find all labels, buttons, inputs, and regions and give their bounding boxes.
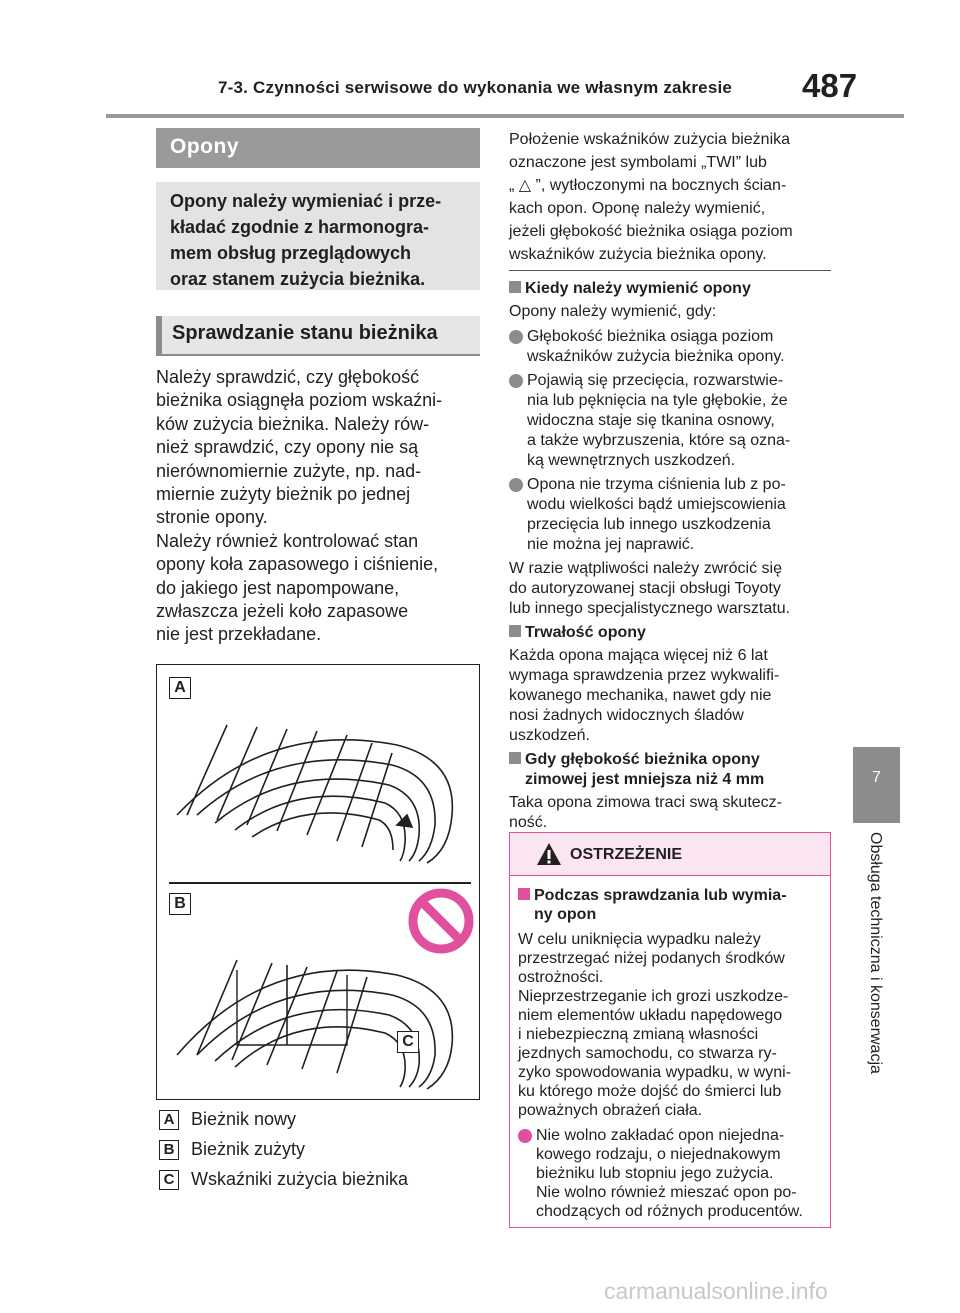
legend-text: Wskaźniki zużycia bieżnika	[191, 1169, 409, 1189]
legend-key: B	[159, 1140, 179, 1160]
subsection-heading: Sprawdzanie stanu bieżnika	[156, 316, 480, 356]
chapter-title: Obsługa techniczna i konserwacja	[867, 832, 884, 1074]
doubt-text: W razie wątpliwości należy zwrócić się do autoryzowanej stacji obsługi Toyoty lub innego specjalistycznego warsztatu.	[509, 560, 791, 617]
section-header: 7-3. Czynności serwisowe do wykonania we własnym zakresie	[218, 78, 733, 97]
warning-box	[509, 832, 831, 1228]
warning-header	[510, 833, 830, 876]
text-line: stronie opony.	[156, 507, 268, 528]
figure-label-b: B	[169, 893, 191, 915]
intro-line: kładać zgodnie z harmonogra-	[170, 217, 430, 237]
figure-label-a: A	[169, 677, 191, 699]
intro-line: Opony należy wymieniać i prze-	[170, 191, 442, 211]
bullet-icon	[509, 374, 523, 388]
legend-text: Bieżnik nowy	[191, 1109, 297, 1129]
text-line: kach opon. Oponę należy wymienić,	[509, 200, 766, 217]
warning-body	[510, 876, 830, 1221]
new-tire-drawing	[177, 725, 452, 863]
warning-text: W celu uniknięcia wypadku należy przestrzegać niżej podanych środków ostrożności. Nieprzestrzeganie ich grozi uszkodze- niem elementów układu napędowego i niebezpieczną zmianą własności jezdnych samochodu, co stwarza ry- zyko spowodowania wypadku, w wyni- ku którego może dojść do śmierci lub poważnych obrażeń ciała.	[518, 931, 792, 1119]
text-line: nierównomiernie zużyte, np. nad-	[156, 460, 422, 481]
square-bullet-icon	[509, 752, 521, 764]
intro-line: mem obsług przeglądowych	[170, 243, 412, 263]
warning-title: OSTRZEŻENIE	[570, 846, 683, 863]
square-bullet-icon	[509, 281, 521, 293]
text-line: do jakiego jest napompowane,	[156, 577, 400, 598]
section-heading: Opony	[156, 128, 480, 168]
text-line: jeżeli głębokość bieżnika osiąga poziom	[509, 223, 793, 240]
prohibited-icon	[413, 893, 469, 949]
text-line: miernie zużyty bieżnik po jednej	[156, 484, 411, 505]
square-bullet-icon	[518, 888, 530, 900]
text-line: Należy sprawdzić, czy głębokość	[156, 367, 420, 387]
bullet-icon	[509, 478, 523, 492]
worn-tire-drawing	[177, 960, 452, 1089]
when-intro: Opony należy wymienić, gdy:	[509, 303, 717, 320]
warning-icon	[536, 842, 562, 866]
list-item: Opona nie trzyma ciśnienia lub z po- wodu wielkości bądź umiejscowienia przecięcia lub innego uszkodzenia nie można jej naprawić.	[509, 475, 831, 555]
winter-text: Taka opona zimowa traci swą skutecz- ność.	[509, 794, 782, 831]
text-line: bieżnika osiągnęła poziom wskaźni-	[156, 390, 443, 411]
page-number: 487	[802, 67, 858, 104]
legend-item-a	[159, 1109, 296, 1130]
life-title: Trwałość opony	[509, 623, 831, 643]
text-line: ków zużycia bieżnika. Należy rów-	[156, 413, 430, 434]
legend-key: A	[159, 1110, 179, 1130]
text-line: wskaźników zużycia bieżnika opony.	[509, 246, 767, 263]
text-line: opony koła zapasowego i ciśnienie,	[156, 554, 439, 575]
legend-item-c	[159, 1169, 408, 1190]
legend-text: Bieżnik zużyty	[191, 1139, 306, 1159]
life-text: Każda opona mająca więcej niż 6 lat wymaga sprawdzenia przez wykwalifi- kowanego mechanika, nawet gdy nie nosi żadnych widocznych śladów uszkodzeń.	[509, 647, 780, 744]
text-line: zwłaszcza jeżeli koło zapasowe	[156, 601, 409, 622]
text-line: „ △ ”, wytłoczonymi na bocznych ścian-	[509, 177, 787, 194]
text-line: Należy również kontrolować stan	[156, 530, 419, 551]
tire-figure	[156, 664, 480, 1100]
bullet-icon	[518, 1129, 532, 1143]
header-rule	[106, 114, 904, 118]
column-separator	[509, 270, 831, 271]
text-line: nie jest przekładane.	[156, 624, 322, 645]
twi-text	[509, 128, 831, 266]
warning-subtitle: Podczas sprawdzania lub wymia- ny opon	[518, 886, 822, 924]
when-title: Kiedy należy wymienić opony	[509, 279, 831, 299]
tire-illustration	[157, 665, 479, 1099]
legend-key: C	[159, 1170, 179, 1190]
text-line: Położenie wskaźników zużycia bieżnika	[509, 131, 791, 148]
list-item: Głębokość bieżnika osiąga poziom wskaźników zużycia bieżnika opony.	[509, 327, 831, 367]
winter-title: Gdy głębokość bieżnika opony zimowej jest mniejsza niż 4 mm	[509, 750, 831, 790]
intro-box	[156, 182, 480, 290]
text-line: nież sprawdzić, czy opony nie są	[156, 437, 419, 458]
text-line: oznaczone jest symbolami „TWI” lub	[509, 154, 767, 171]
chapter-tab[interactable]: 7	[853, 747, 900, 823]
figure-label-c: C	[397, 1031, 419, 1053]
watermark: carmanualsonline.info	[604, 1278, 828, 1304]
intro-line: oraz stanem zużycia bieżnika.	[170, 269, 426, 289]
list-item: Pojawią się przecięcia, rozwarstwie- nia lub pęknięcia na tyle głębokie, że widoczna staje się tkanina osnowy, a także wybrzuszenia, które są ozna- ką wewnętrznych uszkodzeń.	[509, 371, 831, 471]
square-bullet-icon	[509, 625, 521, 637]
bullet-icon	[509, 330, 523, 344]
legend-item-b	[159, 1139, 305, 1160]
tread-body-text	[156, 366, 486, 647]
list-item: Nie wolno zakładać opon niejedna- kowego rodzaju, o niejednakowym bieżniku lub stopniu jego zużycia. Nie wolno również mieszać opon po- chodzących od różnych producentów.	[518, 1126, 822, 1221]
when-replace-section	[509, 279, 831, 833]
